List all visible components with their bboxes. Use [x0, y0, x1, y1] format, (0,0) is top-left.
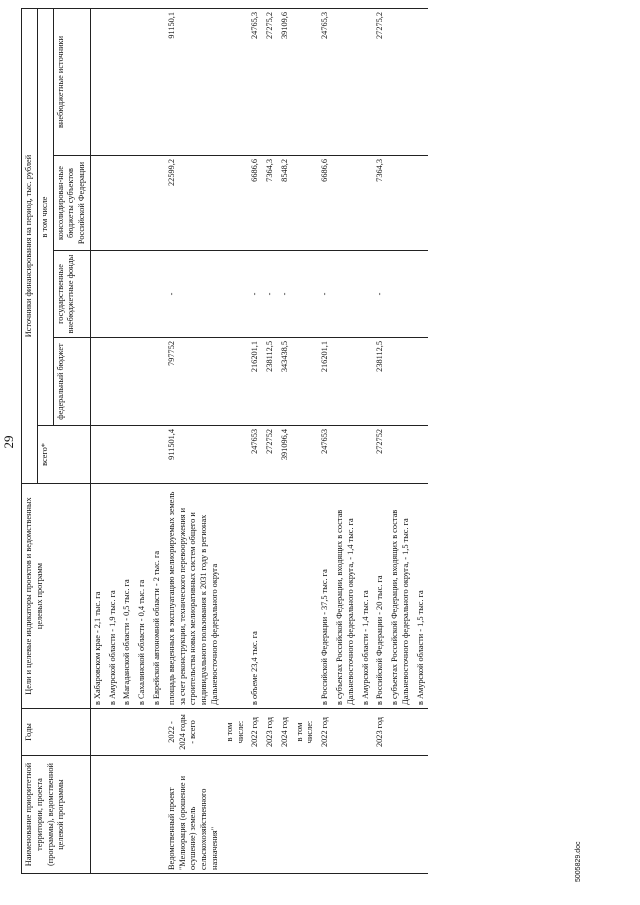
row-state-funds-cell [150, 251, 165, 338]
header-name: Наименование приоритетной территории, проекта (программы), ведомственной целевой программы [22, 756, 91, 874]
row-name-cell [278, 756, 293, 874]
row-goal-cell: в Амурской области - 1,5 тыс. га [414, 484, 429, 709]
table-row [388, 9, 414, 874]
row-year-cell [388, 709, 414, 756]
row-extra-cell [414, 9, 429, 156]
header-state-funds: государственные внебюджетные фонды [53, 251, 90, 338]
table-row [90, 9, 105, 874]
page-number: 29 [1, 435, 16, 449]
row-extra-cell: 24765,3 [248, 9, 263, 156]
row-extra-cell [359, 9, 374, 156]
row-regional-cell [120, 156, 135, 251]
row-extra-cell: 39109,6 [278, 9, 293, 156]
table-row [333, 9, 359, 874]
row-state-funds-cell [90, 251, 105, 338]
row-total-cell: 247653 [248, 426, 263, 484]
table-row [120, 9, 135, 874]
row-regional-cell: 6686,6 [248, 156, 263, 251]
row-extra-cell [106, 9, 121, 156]
row-federal-cell: 238112,5 [263, 338, 278, 426]
row-goal-cell: в Амурской области - 1,4 тыс. га [359, 484, 374, 709]
row-goal-cell: в субъектах Российской Федерации, входящих в состав Дальневосточного федерального округа, - 1,5 тыс. га [388, 484, 414, 709]
row-extra-cell [388, 9, 414, 156]
row-total-cell: 247653 [318, 426, 333, 484]
row-state-funds-cell: - [373, 251, 388, 338]
row-goal-cell: в Сахалинской области - 0,4 тыс. га [135, 484, 150, 709]
row-year-cell [90, 709, 105, 756]
row-goal-cell [263, 484, 278, 709]
row-state-funds-cell [359, 251, 374, 338]
row-federal-cell [359, 338, 374, 426]
row-extra-cell [90, 9, 105, 156]
row-year-cell: в том числе: [293, 709, 319, 756]
row-total-cell: 391096,4 [278, 426, 293, 484]
row-regional-cell: 7364,3 [263, 156, 278, 251]
row-federal-cell [135, 338, 150, 426]
row-regional-cell: 22599,2 [165, 156, 223, 251]
row-federal-cell [414, 338, 429, 426]
row-state-funds-cell: - [318, 251, 333, 338]
row-federal-cell [223, 338, 249, 426]
table-body [90, 9, 428, 874]
row-goal-cell [223, 484, 249, 709]
row-regional-cell [90, 156, 105, 251]
row-regional-cell: 6686,6 [318, 156, 333, 251]
header-regional: консолидирован-ные бюджеты субъектов Российской Федерации [53, 156, 90, 251]
row-extra-cell [293, 9, 319, 156]
row-extra-cell: 91150,1 [165, 9, 223, 156]
row-state-funds-cell: - [278, 251, 293, 338]
row-year-cell: в том числе: [223, 709, 249, 756]
row-total-cell [223, 426, 249, 484]
row-regional-cell [106, 156, 121, 251]
row-state-funds-cell: - [263, 251, 278, 338]
row-name-cell [318, 756, 333, 874]
table-row [414, 9, 429, 874]
table-row [293, 9, 319, 874]
row-year-cell: 2022 год [248, 709, 263, 756]
doc-code: 5005829.doc [575, 841, 582, 882]
header-total: всего* [37, 426, 90, 484]
header-federal: федеральный бюджет [53, 338, 90, 426]
row-regional-cell [388, 156, 414, 251]
row-name-cell [333, 756, 359, 874]
row-federal-cell [293, 338, 319, 426]
row-name-cell [263, 756, 278, 874]
row-federal-cell [120, 338, 135, 426]
funding-table [21, 8, 428, 874]
row-total-cell [359, 426, 374, 484]
header-goals: Цели и целевые индикаторы проектов и ведомственных целевых программ [22, 484, 91, 709]
row-extra-cell: 27275,2 [373, 9, 388, 156]
row-name-cell [293, 756, 319, 874]
row-regional-cell [333, 156, 359, 251]
row-year-cell [414, 709, 429, 756]
row-name-cell [414, 756, 429, 874]
row-total-cell [333, 426, 359, 484]
row-federal-cell: 343438,5 [278, 338, 293, 426]
row-goal-cell: площадь введенных в эксплуатацию мелиорируемых земель за счет реконструкции, технического перевооружения и строительства новых мелиоративных систем общего и индивидуального пользования к 2031 году в регионах Дальневосточного федерального округа [165, 484, 223, 709]
row-goal-cell [293, 484, 319, 709]
row-state-funds-cell [414, 251, 429, 338]
header-extra: внебюджетные источники [53, 9, 90, 156]
row-federal-cell [106, 338, 121, 426]
row-state-funds-cell [293, 251, 319, 338]
row-extra-cell [333, 9, 359, 156]
table-row [248, 9, 263, 874]
row-state-funds-cell [333, 251, 359, 338]
row-goal-cell: в Российской Федерации - 37,5 тыс. га [318, 484, 333, 709]
row-name-cell [106, 756, 121, 874]
row-year-cell [333, 709, 359, 756]
row-year-cell [135, 709, 150, 756]
row-federal-cell: 216201,1 [318, 338, 333, 426]
row-state-funds-cell [223, 251, 249, 338]
table-header [22, 9, 91, 874]
row-extra-cell: 24765,3 [318, 9, 333, 156]
row-goal-cell: в Еврейской автономной области - 2 тыс. га [150, 484, 165, 709]
row-total-cell: 272752 [263, 426, 278, 484]
row-federal-cell [150, 338, 165, 426]
table-row [318, 9, 333, 874]
row-name-cell [150, 756, 165, 874]
row-federal-cell: 797752 [165, 338, 223, 426]
row-name-cell [388, 756, 414, 874]
header-including: в том числе [37, 9, 53, 426]
table-row [359, 9, 374, 874]
row-year-cell: 2024 год [278, 709, 293, 756]
row-extra-cell [223, 9, 249, 156]
row-total-cell: 911501,4 [165, 426, 223, 484]
row-goal-cell: в Амурской области - 1,9 тыс. га [106, 484, 121, 709]
row-state-funds-cell [120, 251, 135, 338]
header-funding-sources: Источники финансирования на период, тыс. рублей [22, 9, 38, 484]
row-name-cell [120, 756, 135, 874]
row-regional-cell [293, 156, 319, 251]
row-extra-cell [120, 9, 135, 156]
row-regional-cell [359, 156, 374, 251]
row-federal-cell [90, 338, 105, 426]
row-year-cell: 2022 год [318, 709, 333, 756]
header-years: Годы [22, 709, 91, 756]
row-extra-cell: 27275,2 [263, 9, 278, 156]
row-year-cell [120, 709, 135, 756]
row-total-cell [414, 426, 429, 484]
row-total-cell [90, 426, 105, 484]
row-goal-cell: в Российской Федерации - 20 тыс. га [373, 484, 388, 709]
row-regional-cell: 7364,3 [373, 156, 388, 251]
row-name-cell [359, 756, 374, 874]
row-federal-cell [333, 338, 359, 426]
row-year-cell: 2022 - 2024 годы - всего [165, 709, 223, 756]
row-total-cell: 272752 [373, 426, 388, 484]
row-year-cell [150, 709, 165, 756]
row-name-cell [248, 756, 263, 874]
table-row [278, 9, 293, 874]
row-extra-cell [150, 9, 165, 156]
table-row [150, 9, 165, 874]
row-extra-cell [135, 9, 150, 156]
row-total-cell [388, 426, 414, 484]
row-year-cell [359, 709, 374, 756]
row-state-funds-cell [106, 251, 121, 338]
row-federal-cell: 216201,1 [248, 338, 263, 426]
table-row [165, 9, 223, 874]
row-name-cell [135, 756, 150, 874]
row-state-funds-cell [388, 251, 414, 338]
row-goal-cell: в объеме 23,4 тыс. га [248, 484, 263, 709]
row-regional-cell [414, 156, 429, 251]
row-goal-cell: в Магаданской области - 0,5 тыс. га [120, 484, 135, 709]
table-row [135, 9, 150, 874]
row-name-cell [373, 756, 388, 874]
row-name-cell [223, 756, 249, 874]
row-name-cell [90, 756, 105, 874]
row-year-cell: 2023 год [263, 709, 278, 756]
row-total-cell [120, 426, 135, 484]
row-year-cell: 2023 год [373, 709, 388, 756]
row-regional-cell [223, 156, 249, 251]
row-total-cell [150, 426, 165, 484]
row-state-funds-cell [135, 251, 150, 338]
row-state-funds-cell: - [248, 251, 263, 338]
row-goal-cell: в Хабаровском крае - 2,1 тыс. га [90, 484, 105, 709]
row-total-cell [135, 426, 150, 484]
row-total-cell [106, 426, 121, 484]
row-goal-cell [278, 484, 293, 709]
row-name-cell: Ведомственный проект "Мелиорация (орошение и осушение) земель сельскохозяйственного назначения" [165, 756, 223, 874]
rotated-sheet [1, 2, 605, 882]
row-regional-cell [150, 156, 165, 251]
row-year-cell [106, 709, 121, 756]
row-goal-cell: в субъектах Российской Федерации, входящих в состав Дальневосточного федерального округа, - 1,4 тыс. га [333, 484, 359, 709]
table-row [106, 9, 121, 874]
table-row [223, 9, 249, 874]
row-regional-cell [135, 156, 150, 251]
row-federal-cell: 238112,5 [373, 338, 388, 426]
table-row [263, 9, 278, 874]
row-total-cell [293, 426, 319, 484]
table-row [373, 9, 388, 874]
row-federal-cell [388, 338, 414, 426]
row-regional-cell: 8548,2 [278, 156, 293, 251]
row-state-funds-cell: - [165, 251, 223, 338]
